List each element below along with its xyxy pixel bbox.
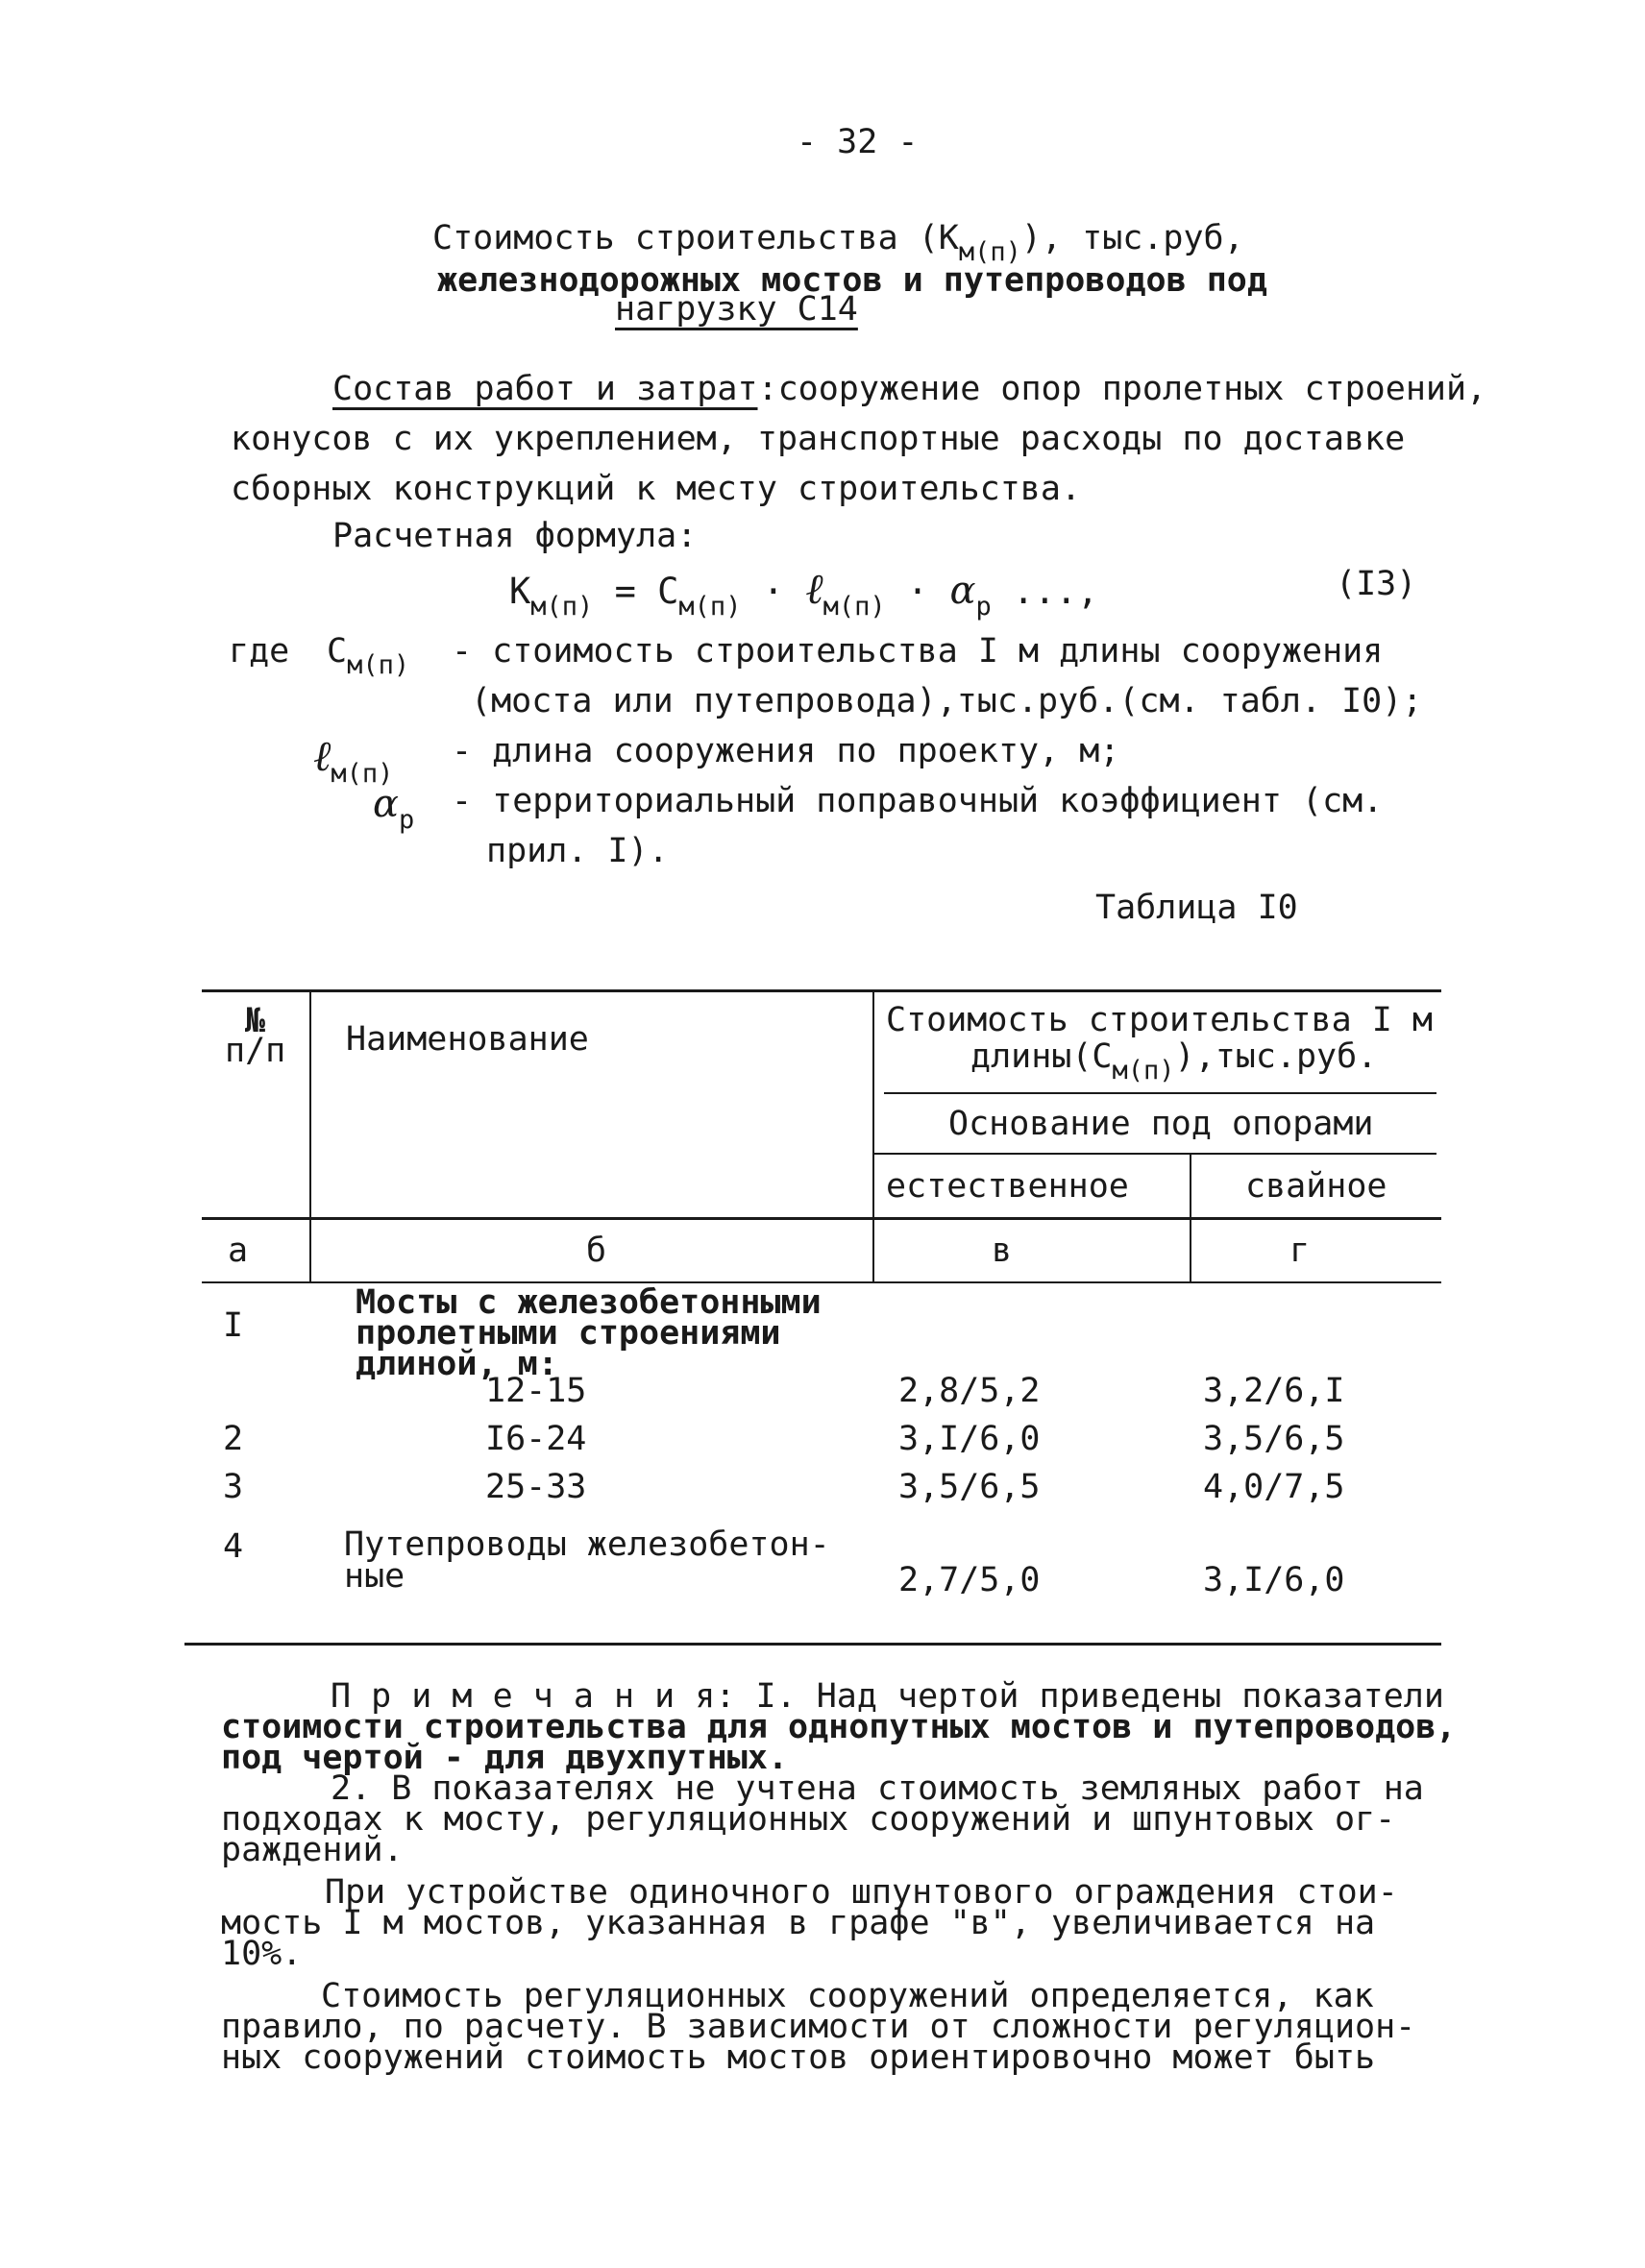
formula-dot-1: · (741, 571, 806, 612)
group-title-1: Мосты с железобетонными (356, 1283, 822, 1322)
composition-label: Состав работ и затрат (332, 370, 758, 408)
table-vline-2 (872, 989, 874, 1282)
th-cost-2 (970, 1037, 1378, 1085)
table-top-rule (202, 989, 1441, 992)
th-cost-2-pre: длины(С (970, 1037, 1113, 1076)
th-num-1: № (245, 1002, 266, 1040)
title-line-1-pre: Стоимость строительства (К (432, 219, 959, 257)
col-letter-v: в (992, 1232, 1013, 1270)
legend-l-letter: ℓ (313, 732, 331, 781)
legend-c-symbol (327, 632, 410, 680)
note-2-line-1: 2. В показателях не учтена стоимость земляных работ на (331, 1769, 1424, 1808)
formula-length-sub: м(п) (822, 592, 886, 622)
formula-tail: ..., (991, 571, 1099, 612)
formula (509, 565, 1099, 622)
row-3-pile: 4,0/7,5 (1203, 1468, 1345, 1506)
row-2-pile: 3,5/6,5 (1203, 1420, 1345, 1458)
note-3-line-1: При устройстве одиночного шпунтового ограждения стои- (325, 1873, 1398, 1912)
note-2-line-2: подходах к мосту, регуляционных сооружений и шпунтовых ог- (221, 1800, 1396, 1839)
legend-l-sub: м(п) (331, 759, 394, 789)
th-cost-2-post: ),тыс.руб. (1174, 1037, 1378, 1076)
legend-c-desc-2: (моста или путепровода),тыс.руб.(см. табл. I0); (471, 682, 1423, 720)
legend-a-symbol (373, 782, 415, 835)
title-line-1-post: ), тыс.руб, (1020, 219, 1244, 257)
legend-where: где (229, 632, 290, 671)
formula-k-sub: м(п) (530, 592, 594, 622)
col-letter-a: а (228, 1232, 249, 1270)
formula-number: (I3) (1336, 565, 1417, 603)
legend-l-symbol (313, 732, 394, 789)
legend-c-sub: м(п) (347, 650, 410, 680)
col-letter-g: г (1289, 1232, 1311, 1270)
page-number: - 32 - (797, 123, 919, 161)
group-title-3: длиной, м: (356, 1345, 558, 1383)
formula-label: Расчетная формула: (332, 517, 698, 555)
formula-k: К (509, 571, 531, 612)
th-pile: свайное (1245, 1167, 1387, 1206)
note-4-line-2: правило, по расчету. В зависимости от сложности регуляцион- (221, 2008, 1416, 2046)
row-4-num: 4 (223, 1527, 244, 1566)
th-cost-2-sub: м(п) (1112, 1056, 1175, 1085)
note-3-line-2: мость I м мостов, указанная в графе "в", увеличивается на (221, 1904, 1376, 1942)
formula-c-sub: м(п) (678, 592, 742, 622)
composition-line-1-text: :сооружение опор пролетных строений, (757, 370, 1487, 408)
row-4-name-1: Путепроводы железобетон- (344, 1525, 830, 1564)
th-cost-1: Стоимость строительства I м (886, 1001, 1433, 1039)
legend-a-desc-2: прил. I). (486, 832, 669, 870)
row-3-name: 25-33 (485, 1468, 587, 1506)
formula-dot-2: · (885, 571, 950, 612)
legend-c-desc-1: - стоимость строительства I м длины сооружения (452, 632, 1384, 671)
formula-alpha-sub: р (975, 592, 992, 622)
group-title-2: пролетными строениями (356, 1314, 781, 1353)
row-1-num: I (223, 1306, 244, 1345)
formula-eq: = С (593, 571, 679, 612)
note-1-line-3: под чертой - для двухпутных. (221, 1739, 789, 1777)
table-rule-header (202, 1217, 1441, 1220)
table-bottom-rule (184, 1643, 1441, 1646)
row-2-num: 2 (223, 1420, 244, 1458)
row-2-natural: 3,I/6,0 (898, 1420, 1041, 1458)
table-rule-cost (884, 1092, 1436, 1094)
table-rule-base (872, 1153, 1436, 1155)
note-1-rest: Над чертой приведены показатели (796, 1677, 1444, 1716)
legend-a-sub: р (399, 805, 415, 835)
row-1-natural: 2,8/5,2 (898, 1372, 1041, 1410)
notes-head: П р и м е ч а н и я: I. (331, 1677, 797, 1716)
th-base: Основание под опорами (948, 1105, 1374, 1143)
composition-line-3: сборных конструкций к месту строительства. (231, 470, 1082, 508)
col-letter-b: б (586, 1232, 607, 1270)
row-3-natural: 3,5/6,5 (898, 1468, 1041, 1506)
legend-l-desc: - длина сооружения по проекту, м; (452, 732, 1120, 770)
table-caption: Таблица I0 (1095, 889, 1298, 927)
note-4-line-3: ных сооружений стоимость мостов ориентировочно может быть (221, 2038, 1376, 2077)
formula-alpha-symbol: α (949, 569, 976, 613)
table-vline-1 (309, 989, 311, 1282)
title-line-3: нагрузку С14 (615, 290, 858, 329)
row-3-num: 3 (223, 1468, 244, 1506)
note-3-line-3: 10%. (221, 1935, 303, 1973)
row-1-pile: 3,2/6,I (1203, 1372, 1345, 1410)
legend-a-letter: α (373, 782, 400, 826)
title-line-1-sub: м(п) (958, 237, 1021, 267)
title-line-2: железнодорожных мостов и путепроводов под (437, 261, 1267, 300)
th-name: Наименование (346, 1020, 589, 1059)
composition-line-1 (332, 370, 1486, 408)
legend-c-letter: С (327, 632, 348, 671)
composition-line-2: конусов с их укреплением, транспортные расходы по доставке (231, 420, 1406, 458)
note-4-line-1: Стоимость регуляционных сооружений определяется, как (321, 1977, 1374, 2015)
th-num-2: п/п (225, 1032, 286, 1070)
row-4-name-2: ные (344, 1557, 405, 1596)
row-2-name: I6-24 (485, 1420, 587, 1458)
th-natural: естественное (886, 1167, 1129, 1206)
title-line-1 (432, 219, 1244, 267)
note-2-line-3: раждений. (221, 1831, 404, 1869)
row-4-pile: 3,I/6,0 (1203, 1561, 1345, 1599)
row-4-natural: 2,7/5,0 (898, 1561, 1041, 1599)
note-1-line-2: стоимости строительства для однопутных мостов и путепроводов, (221, 1708, 1457, 1746)
legend-a-desc-1: - территориальный поправочный коэффициент (см. (452, 782, 1384, 820)
row-1-name: 12-15 (485, 1372, 587, 1410)
formula-length-symbol: ℓ (805, 565, 823, 614)
